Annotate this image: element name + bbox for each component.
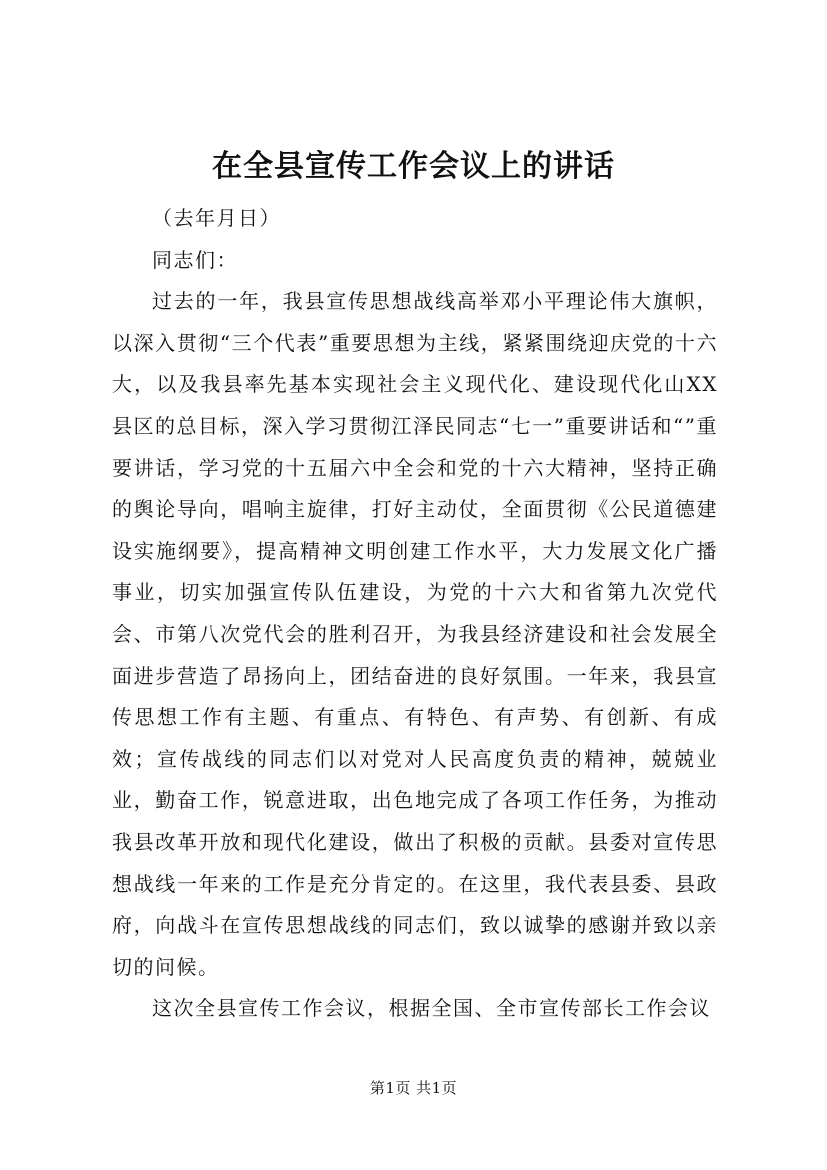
body-paragraph: 过去的一年，我县宣传思想战线高举邓小平理论伟大旗帜，以深入贯彻“三个代表”重要思想为主线，紧紧围绕迎庆党的十六大，以及我县率先基本实现社会主义现代化、建设现代化山XX县区的总目标，深入学习贯彻江泽民同志“七一”重要讲话和“”重要讲话，学习党的十五届六中全会和党的十六大精神，坚持正确的舆论导向，唱响主旋律，打好主动仗，全面贯彻《公民道德建设实施纲要》，提高精神文明创建工作水平，大力发展文化广播事业，切实加强宣传队伍建设，为党的十六大和省第九次党代会、市第八次党代会的胜利召开，为我县经济建设和社会发展全面进步营造了昂扬向上，团结奋进的良好氛围。一年来，我县宣传思想工作有主题、有重点、有特色、有声势、有创新、有成效；宣传战线的同志们以对党对人民高度负责的精神，兢兢业业，勤奋工作，锐意进取，出色地完成了各项工作任务，为推动我县改革开放和现代化建设，做出了积极的贡献。县委对宣传思想战线一年来的工作是充分肯定的。在这里，我代表县委、县政府，向战斗在宣传思想战线的同志们，致以诚挚的感谢并致以亲切的问候。: [112, 289, 718, 979]
date-line: （去年月日）: [152, 206, 281, 230]
document-body: [112, 198, 718, 1030]
page-footer: 第1页 共1页: [369, 1079, 458, 1097]
salutation: 同志们：: [152, 247, 238, 272]
document-title: 在全县宣传工作会议上的讲话: [212, 149, 615, 184]
body-paragraph: 这次全县宣传工作会议，根据全国、全市宣传部长工作会议: [152, 996, 711, 1021]
